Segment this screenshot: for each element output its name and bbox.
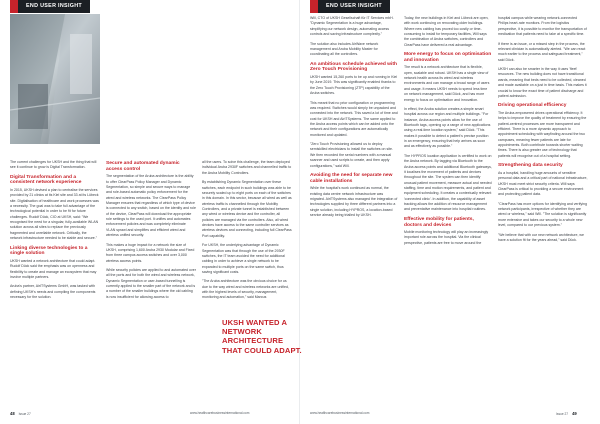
right-footer [556,411,577,416]
left-column-1 [10,160,100,305]
header-accent-tag [310,0,318,13]
body-paragraph: While security policies are applied to and automated over all the ports and for both the wired and wireless network, Dynamic Segmentation or user-based tunnelling is currently applied to the smaller part of the network and is a number of the smaller buildings where the old cabling is now insufficient for allowing access to [106,268,196,299]
body-paragraph: The solution also includes AirWave network management and Aruba Mobility Master for coordinating all the controllers. [310,41,379,57]
left-issue: Issue 27 [18,411,31,416]
body-paragraph: hospital campus while wearing network-connected Philips heart-rate monitors. From the logistics perspective, it is possible to monitor the transportation of medication that patients need to take at a specific time. [498,16,587,37]
body-paragraph: By establishing Dynamic Segmentation over these switches, each endpoint in such buildings was able to be securely scaled up to eight ports on each of the switches in this domain. In this sector, because all wired as well as wireless traffic is channelled through the Mobility Controllers, and a private tunnel is established between any wired or wireless device and the controller, all policies are managed via the controllers. Also, all wired devices have access to the same controller services as wireless devices and connecting, including full ClearPass Port capability. [202,180,292,238]
right-section-header [310,0,390,13]
body-paragraph: This meant that no prior configuration or programming was required. Switches would simply be unpacked and connected into the network. This saved a lot of time and cost for UKSH and AirITSystems. The same applied to the Aruba access points which can be added onto the network and their configurations are automatically monitored and updated. [310,100,398,137]
body-paragraph: In effect, the Aruba solution creates a simple smart hospital across our region and multiple buildings. "For instance, Aruba access points allow for the use of Bluetooth tags, opening up a range of new applications using a real-time location system," said Dück. "This makes it possible to detect a patient's precise position in an emergency, ensuring that help arrives as soon and as effectively as possible." [404,107,491,149]
subheading: Secure and automated dynamic access control [106,161,180,172]
body-paragraph: As a hospital, handling huge amounts of sensitive personal data and a critical part of national infrastructure, UKSH must meet strict security criteria. Will says ClearPass is critical to providing a secure environment and protecting patient data. [498,170,588,197]
subheading: Driving operational efficiency [498,103,567,109]
body-paragraph: Mobile monitoring technology will play an increasingly important role across the hospital. Via the clinical perspective, patients are free to move around the [404,230,489,245]
intro-paragraph: The current challenges for UKSH and the thing that will see it continue to grow is Digital Transformation. [10,160,97,170]
body-paragraph: UKSH wanted a network architecture that could adapt. Rudolf Dück said the emphasis was on openness and flexibility to create and manage an ecosystem that may involve multiple partners. [10,258,97,279]
article-photo [10,14,100,144]
body-paragraph: The Aruba-empowered drives operational efficiency. It helps to improve the quality of treatment by ensuring the patient-centred processes are more transparent and efficient. There is a more dynamic approach to appointment scheduling with wayfinding around the two campuses, meaning fewer patients are late for appointments. Both contribute towards shorter waiting times. There is also greater use of technology that patients will recognise out of a hospital setting. [498,110,587,158]
body-paragraph: This makes a huge impact for a network the size of UKSH, comprising 1,600 Aruba 2930 Modular and Fixed from three campus access switches and over 3,000 wireless access points. [106,242,195,263]
left-column-3 [202,160,292,305]
right-footer-site [310,411,369,415]
left-section-label: END USER INSIGHT [18,0,90,13]
right-column-3 [498,16,588,248]
left-page-number: 48 [10,411,15,416]
body-paragraph: "Zero Touch Provisioning allowed us to deploy semiskilled electricians to install the switches on site. We then recorded the serial numbers with a manual scanner and used scripts to create, and then apply configurations," said Will. [310,142,393,168]
left-section-header [10,0,90,13]
left-footer-site [190,411,249,415]
body-paragraph: "ClearPass has more options for identifying and verifying network participants, irrespective of whether they are wired or wireless," said Will. "The solution is significantly more extensive and takes our security to a whole new level, compared to our previous system." [498,201,587,228]
subheading: Linking diverse technologies to a single solution [10,245,88,257]
body-paragraph: The result is a network architecture that is flexible, open, scalable and robust. UKSH has a single view of network health across its wired and wireless environments and can manage a broad range of users and usage. It means UKSH needs to spend less time on network management, said Dück, and has more energy to focus on optimisation and innovation. [404,65,490,102]
photo-placeholder-icon [10,14,100,144]
body-paragraph: While the hospital's work continued as normal, the existing data centre network infrastructure was migrated. AirITSystems also managed the integration of technologies supplied by three different partners into a single solution, including HYPROS, a location-based service already being trialled by UKSH. [310,186,398,217]
right-column-1 [310,16,398,222]
body-paragraph: The HYPROS location application is certified to work on the Aruba network. By tagging via Bluetooth to the Aruba access points and additional Bluetooth gateways, it localises the movement of patients and devices throughout the site. The system can then identify unusual patient movement, measure actual and needed staffing, time and motion requirements, and patient and equipment scheduling. It creates a contextually relevant 'connected clinic'. In addition, the capability of asset tracking allows the addition of resource management and preventative maintenance into hospital routines. [404,153,492,212]
right-page-number: 49 [572,411,577,416]
right-site-url[interactable]: www.healthcarebusinessinternational.com [310,411,370,415]
body-paragraph: Will, CTO of UKSH Gesellschaft für IT Services mbH. "Dynamic Segmentation is a huge advantage, simplifying our network design, automating access controls and saving infrastructure complexity." [310,16,394,37]
subheading: Avoiding the need for separate new cable installations [310,173,393,184]
body-paragraph: UKSH wanted 15,260 ports to be up and running in Kiel by June 2019. This was significantly enabled thanks to the Zero Touch Provisioning (ZTP) capability of the Aruba switches. [310,74,398,95]
body-paragraph: UKSH can also be smarter in the way it uses 'fleet' resources. The new building does not have transitional wards, meaning that beds need to be collected, cleaned and made available on a just in time basis. This makes it crucial to know the exact time of patient discharge and patient admission. [498,67,587,98]
subheading: Strengthening data security [498,163,563,169]
body-paragraph: Aruba's partner, AirITSystems GmbH, was tasked with defining UKSH's needs and compiling the components necessary for the solution. [10,284,96,300]
subheading: An ambitious schedule achieved with Zero Touch Provisioning [310,61,397,73]
body-paragraph: "We believe that with our new network architecture, we have a solution fit for the years ahead," said Dück. [498,232,584,242]
left-site-url[interactable]: www.healthcarebusinessinternational.com [190,411,250,415]
body-paragraph: "The Aruba architecture was the obvious choice for us due to the way wired and wireless networks are unified, with the highest levels of security, management, monitoring and automation," said Marcus [202,279,289,300]
header-accent-tag [10,0,18,13]
right-column-2 [404,16,492,250]
body-paragraph: If there is an issue, or a missed step in the process, the relevant clinician is automatically alerted. "We can react much earlier to the process and safeguard treatment," said Dück. [498,41,586,62]
body-paragraph: In 2015, UKSH devised a plan to centralise the services provided by 21 clinics at its Kiel site and 33 at its Lübeck site. Digitalisation of healthcare and work processes was a necessity. The goal was to take full advantage of the technological potential in order to be fit for future challenges. Rudolf Dück, CIO at UKSH, said: "We recognised the need for a singular, fully-available WLAN solution across all sites to replace the previously fragmented and unreliable network. Critically, the network infrastructure needed to be stable and secure." [10,188,99,241]
body-paragraph: For UKSH, the underlying advantage of Dynamic Segmentation was that through the use of the 2930F switches, the IT team avoided the need for additional cabling in order to achieve a single network to be expanded to multiple ports on the same switch, thus saving significant costs. [202,243,285,274]
subheading: Effective mobility for patients, doctors and devices [404,216,474,228]
right-section-label: END USER INSIGHT [318,0,390,13]
subheading: Digital Transformation and a consistent network experience [10,174,82,186]
left-footer [10,411,31,416]
right-issue: Issue 27 [556,411,569,416]
pull-quote: UKSH WANTED A NETWORK ARCHITECTURE THAT COULD ADAPT. [222,318,302,355]
body-paragraph: all the users. To solve this challenge, the team deployed individual Aruba 2930F switches and channelled traffic to the Aruba Mobility Controllers. [202,160,292,175]
body-paragraph: The segmentation of the Aruba architecture is the ability to offer ClearPass Policy Manager and Dynamic Segmentation, so simple and secure ways to manage and role-based automatic policy enforcement for the wired and wireless networks. The ClearPass Policy Manager ensures that regardless of which type of device is connected to any switch, based on the identity and role of the device, ClearPass will download the appropriate role settings to the used port. It unifies and automates enforcement policies and was completely eliminate VLAN sprawl and simplifies and efficient wired and wireless unified security. [106,174,196,237]
left-column-2 [106,160,196,304]
body-paragraph: Today, the new buildings in Kiel and Lübeck are open, with work continuing on renovating older buildings. Where new cabling has proved too costly or time-consuming to install for temporary facilities, Will says the combination of Aruba switches, controllers and ClearPass have delivered a real advantage. [404,16,489,47]
subheading: More energy to focus on optimisation and innovation [404,52,492,63]
